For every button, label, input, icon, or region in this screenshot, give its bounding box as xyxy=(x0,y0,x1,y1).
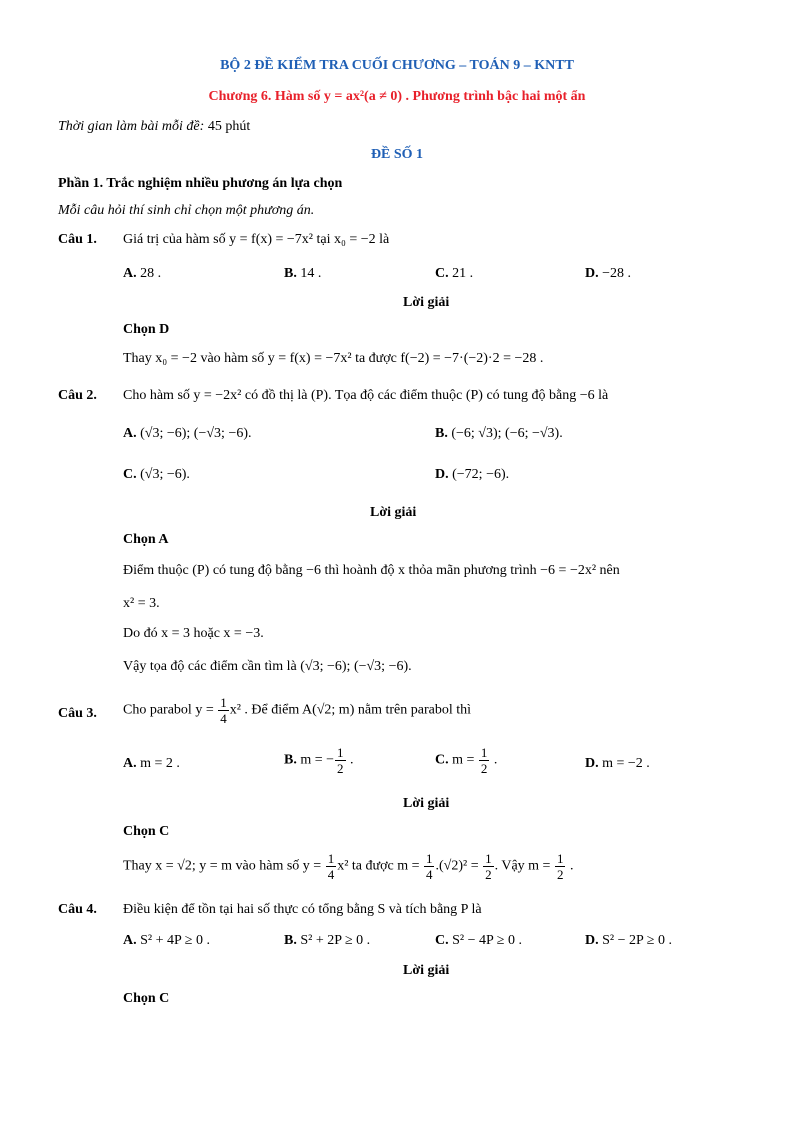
question-number: Câu 3. xyxy=(58,706,97,721)
option-a: A. m = 2 . xyxy=(123,756,180,771)
option-a: A. (√3; −6); (−√3; −6). xyxy=(123,426,252,441)
question-text: Điều kiện để tồn tại hai số thực có tổng bằng S và tích bằng P là xyxy=(123,902,482,917)
part-title: Phần 1. Trắc nghiệm nhiều phương án lựa chọn xyxy=(58,176,343,191)
solution-text: Thay x₀ = −2 vào hàm số y = f(x) = −7x² ta được f(−2) = −7·(−2)·2 = −28 . xyxy=(123,351,544,366)
answer-choice: Chọn D xyxy=(123,322,170,337)
answer-choice: Chọn C xyxy=(123,824,170,839)
answer-choice: Chọn C xyxy=(123,991,170,1006)
solution-text: Điểm thuộc (P) có tung độ bằng −6 thì hoành độ x thỏa mãn phương trình −6 = −2x² nên xyxy=(123,563,620,578)
solution-label: Lời giải xyxy=(403,796,450,811)
solution-text: Do đó x = 3 hoặc x = −3. xyxy=(123,626,264,641)
time-info xyxy=(58,119,250,135)
option-c: C. (√3; −6). xyxy=(123,467,190,482)
solution-text: x² = 3. xyxy=(123,596,160,611)
solution-text: Thay x = √2; y = m vào hàm số y = $\frac{1}{4}$ x² ta được m = $\frac{1}{4}$ .(√2)² = $\frac{1}{2}$ . Vậy m = $\frac{1}{2}$ . xyxy=(123,851,574,882)
solution-label: Lời giải xyxy=(403,963,450,978)
question-number: Câu 1. xyxy=(58,232,97,247)
option-a: A. S² + 4P ≥ 0 . xyxy=(123,933,210,948)
option-b: B. S² + 2P ≥ 0 . xyxy=(284,933,371,948)
option-b: B. 14 . xyxy=(284,266,322,281)
option-d: D. −28 . xyxy=(585,266,632,281)
question-text: Cho parabol y = $\frac{1}{4}$ x² . Để điểm A(√2; m) nằm trên parabol thì xyxy=(123,695,471,726)
option-a: A. 28 . xyxy=(123,266,162,281)
part-instruction: Mỗi câu hỏi thí sinh chỉ chọn một phương án. xyxy=(58,203,315,218)
option-c: C. 21 . xyxy=(435,266,474,281)
solution-text: Vậy tọa độ các điểm cần tìm là (√3; −6); (−√3; −6). xyxy=(123,659,412,674)
question-text: Giá trị của hàm số y = f(x) = −7x² tại x₀ = −2 là xyxy=(123,232,390,247)
solution-label: Lời giải xyxy=(370,505,417,520)
option-b: B. m = − $\frac{1}{2}$ . xyxy=(284,745,354,776)
document-title: BỘ 2 ĐỀ KIỂM TRA CUỐI CHƯƠNG – TOÁN 9 – KNTT xyxy=(220,58,574,73)
option-d: D. (−72; −6). xyxy=(435,467,510,482)
option-d: D. m = −2 . xyxy=(585,756,650,771)
time-label: Thời gian làm bài mỗi đề: xyxy=(58,119,205,134)
option-c: C. m = $\frac{1}{2}$ . xyxy=(435,745,498,776)
exam-label: ĐỀ SỐ 1 xyxy=(370,147,424,162)
solution-label: Lời giải xyxy=(403,295,450,310)
time-value: 45 phút xyxy=(204,119,251,134)
option-b: B. (−6; √3); (−6; −√3). xyxy=(435,426,563,441)
option-d: D. S² − 2P ≥ 0 . xyxy=(585,933,672,948)
answer-choice: Chọn A xyxy=(123,532,169,547)
question-number: Câu 4. xyxy=(58,902,97,917)
option-c: C. S² − 4P ≥ 0 . xyxy=(435,933,522,948)
question-text: Cho hàm số y = −2x² có đồ thị là (P). Tọa độ các điểm thuộc (P) có tung độ bằng −6 là xyxy=(123,388,609,403)
question-number: Câu 2. xyxy=(58,388,97,403)
chapter-title: Chương 6. Hàm số y = ax²(a ≠ 0) . Phương trình bậc hai một ẩn xyxy=(208,89,586,104)
